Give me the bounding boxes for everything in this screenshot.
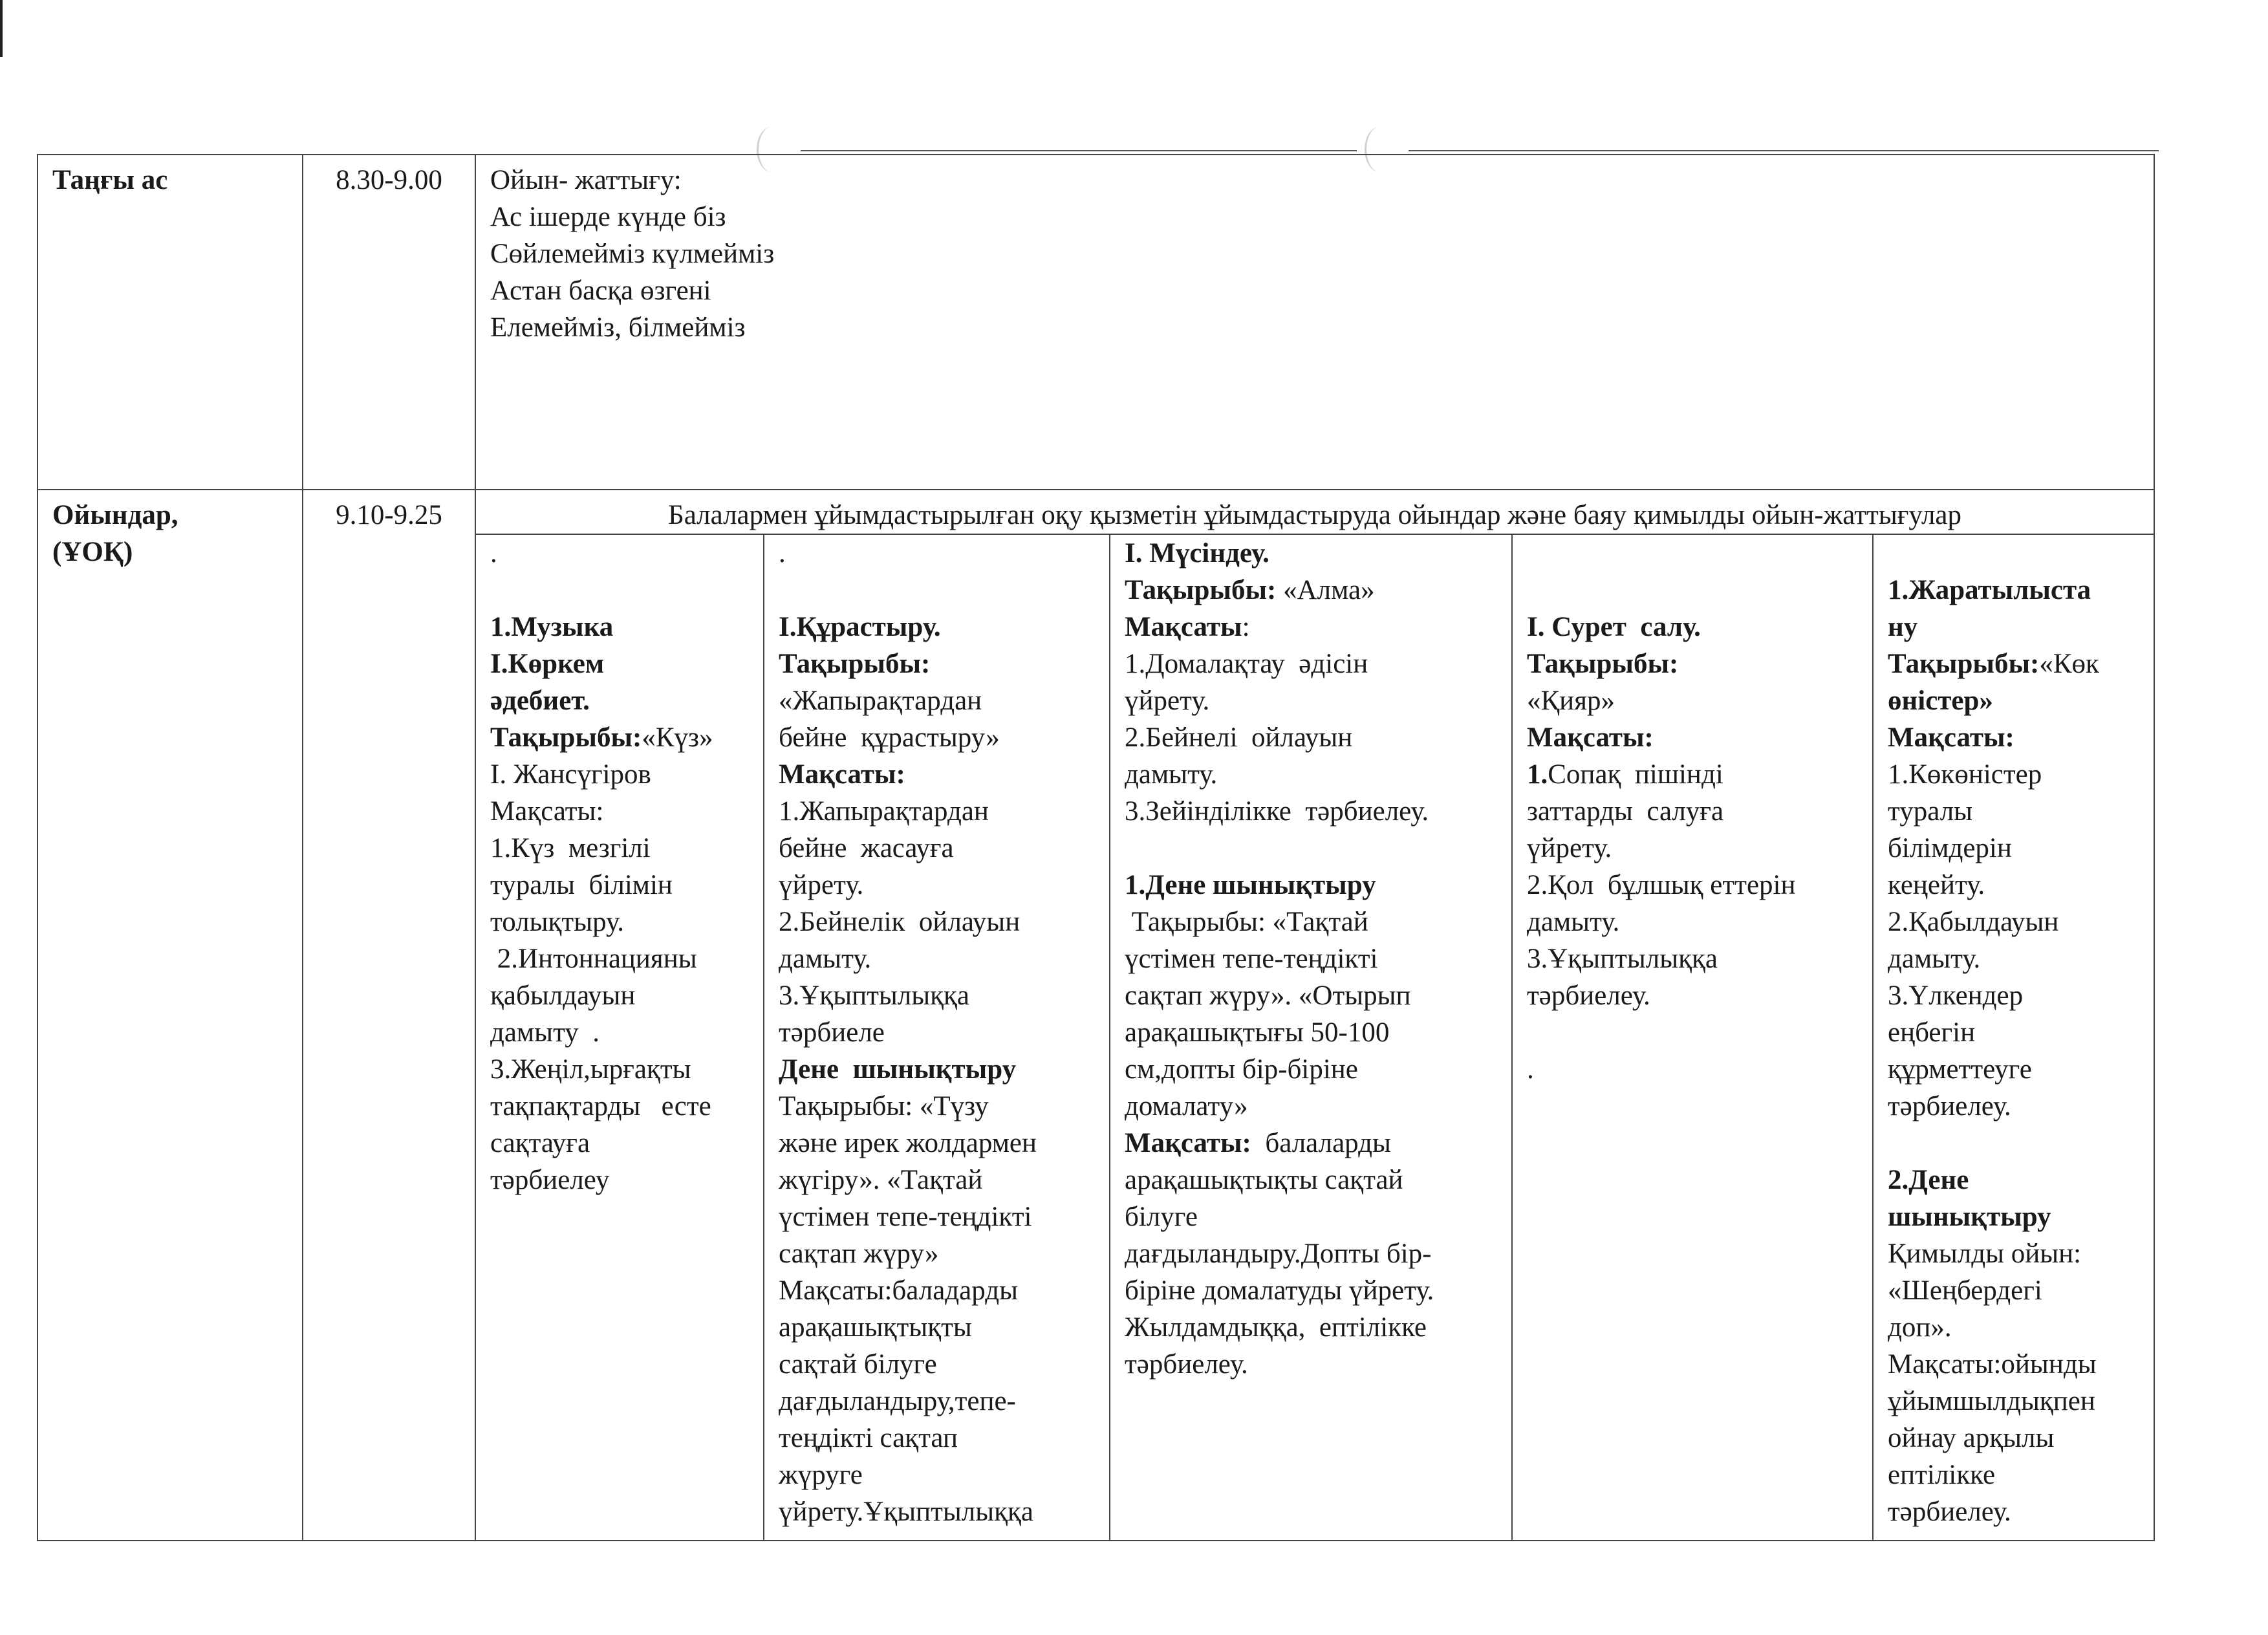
day-text-line [490,940,749,977]
scan-edge-mark [0,0,3,57]
day-text-lead: Мақсаты: [1125,1128,1251,1158]
day-text-lead: құрметтеуге [1888,1054,2032,1085]
day-text-line [490,977,749,1014]
day-text-lead: Тақырыбы: [490,722,642,753]
day-text-lead: Тақырыбы: [1888,649,2040,679]
day-text-lead: 1.Көкөністер [1888,759,2042,790]
day-text-lead: бейне жасауға [779,833,954,863]
day-text-line [779,1346,1095,1383]
day-text-line [1888,1198,2139,1235]
day-text-line [1125,1088,1497,1125]
day-text-lead: үстімен тепе-теңдікті [779,1202,1032,1232]
day-text-lead: тәрбиелеу [490,1165,610,1195]
day-text-lead: «Қияр» [1527,686,1615,716]
day-text-line [490,645,749,682]
day-text-line [1125,1309,1497,1346]
day-text-lead: 2.Бейнелі ойлауын [1125,722,1353,753]
day-text-line [490,756,749,793]
day-text-line [779,940,1095,977]
day-text-lead: І. Мүсіндеу. [1125,538,1269,568]
day-text-line [779,645,1095,682]
punch-line [1409,150,2159,151]
day-text-line [1888,904,2139,940]
day-text-lead: дамыту. [1527,907,1620,937]
day-text-lead: 3.Зейінділікке тәрбиелеу. [1125,796,1429,827]
day-text-line [779,867,1095,904]
day-text-line [1527,572,1858,609]
day-text-line [1888,1162,2139,1198]
day-text-line [490,904,749,940]
day-text-line [490,719,749,756]
day-text-lead: см,допты бір-біріне [1125,1054,1358,1085]
day-text-line [490,1088,749,1125]
day-text-lead: теңдікті сақтап [779,1423,958,1453]
day-text-line [779,1014,1095,1051]
day-text-line [779,1125,1095,1162]
day-text-lead: І. Жансүгіров [490,759,651,790]
day-text-lead: Мақсаты [1125,612,1242,642]
day-text-line [779,1493,1095,1530]
day-text-lead: Мақсаты:ойынды [1888,1349,2097,1380]
day-text-line [1125,793,1497,830]
day-text-line [1888,1420,2139,1456]
day-text-line [1125,719,1497,756]
day-text-lead: 1.Жапырақтардан [779,796,989,827]
day-text-lead: дамыту. [779,944,872,974]
day-text-line [779,1420,1095,1456]
day-text-line [1888,645,2139,682]
day-text-line [1527,682,1858,719]
day-text-lead: Қимылды ойын: [1888,1239,2082,1269]
day-text-line [1125,535,1497,572]
day-text-line [490,1125,749,1162]
day-text-lead: Мақсаты: [490,796,604,827]
day-text-lead: тақпақтарды есте [490,1091,711,1121]
day-text-line [1125,1051,1497,1088]
day-text-rest: «Алма» [1276,575,1375,605]
day-text-lead: біріне домалатуды үйрету. [1125,1275,1434,1306]
day-text-line [779,719,1095,756]
day-text-lead: І. Сурет салу. [1527,612,1701,642]
day-text-lead: үйрету.Ұқыптылыққа [779,1497,1034,1527]
day-text-lead: үйрету. [1527,833,1612,863]
day-text-lead: 1.Дене шынықтыру [1125,870,1376,900]
day-text-line [1527,830,1858,867]
day-text-line [1888,1051,2139,1088]
day-text-line [1527,904,1858,940]
day-column-mark: . [779,538,786,568]
day-text-lead: І.Құрастыру. [779,612,941,642]
breakfast-text-line: Астан басқа өзгені [490,276,711,306]
day-text-lead: білуге [1125,1202,1198,1232]
punch-line [801,150,1357,151]
day-text-lead: Тақырыбы: «Тақтай [1125,907,1368,937]
day-text-lead: І.Көркем [490,649,605,679]
day-text-line [1125,1235,1497,1272]
day-text-line [1527,977,1858,1014]
day-text-lead: дамыту. [1125,759,1218,790]
day-text-line [1125,1346,1497,1383]
day-text-lead: өністер» [1888,686,1993,716]
day-text-lead: заттарды салуға [1527,796,1724,827]
day-text-lead: дағдыландыру,тепе- [779,1386,1016,1416]
day-text-lead: ну [1888,612,1918,642]
day-text-line [779,1051,1095,1088]
day-text-line [490,682,749,719]
day-text-line [490,1051,749,1088]
day-text-rest: «Көк [2039,649,2099,679]
day-text-lead: тәрбиеле [779,1017,885,1048]
day-text-line [779,1162,1095,1198]
day-text-line [1888,977,2139,1014]
day-text-lead: 1.Домалақтау әдісін [1125,649,1368,679]
day-text-line [1125,867,1497,904]
day-text-line [779,609,1095,645]
day-text-lead: 2.Дене [1888,1165,1969,1195]
day-text-line [1527,867,1858,904]
day-text-line [1888,867,2139,904]
day-text-lead: үйрету. [1125,686,1210,716]
day-text-lead: «Жапырақтардан [779,686,982,716]
day-text-line [1527,940,1858,977]
day-text-line [1125,904,1497,940]
day-text-line [779,1272,1095,1309]
day-text-lead: 2.Бейнелік ойлауын [779,907,1021,937]
day-text-line [1888,1235,2139,1272]
day-text-line [779,756,1095,793]
day-text-lead: 3.Ұқыптылыққа [1527,944,1718,974]
day-text-rest: Сопақ пішінді [1548,759,1723,790]
day-text-lead: Мақсаты: [779,759,905,790]
day-text-line [1125,756,1497,793]
day-text-line [779,1456,1095,1493]
day-text-lead: сақтап жүру». «Отырып [1125,980,1411,1011]
time-breakfast: 8.30-9.00 [303,155,475,490]
day-text-line [1888,535,2139,572]
day-text-line [1125,1162,1497,1198]
day-text-line [779,977,1095,1014]
day-text-line [1527,535,1858,572]
day-text-lead: «Шеңбердегі [1888,1275,2042,1306]
day-text-lead: ептілікке [1888,1460,1996,1490]
day-text-lead: домалату» [1125,1091,1248,1121]
day-text-line [1527,1051,1858,1088]
day-text-lead: жүруге [779,1460,863,1490]
day-text-lead: толықтыру. [490,907,624,937]
day-text-line [779,1088,1095,1125]
day-text-line [1125,1198,1497,1235]
day-text-line [490,1014,749,1051]
breakfast-text-line: Ойын- жаттығу: [490,165,682,195]
day-text-lead: кеңейту. [1888,870,1985,900]
day-text-lead: білімдерін [1888,833,2012,863]
day-text-lead: Дене шынықтыру [779,1054,1017,1085]
day-text-lead: Тақырыбы: [1527,649,1679,679]
day-text-lead: дағдыландыру.Допты бір- [1125,1239,1432,1269]
day-text-lead: 2.Қол бұлшық еттерін [1527,870,1796,900]
day-text-lead: бейне құрастыру» [779,722,1000,753]
day-text-lead: үйрету. [779,870,864,900]
day-text-line [779,572,1095,609]
day-text-line [779,904,1095,940]
day-text-line [779,1383,1095,1420]
day-column-4 [1512,534,1873,1541]
day-text-lead: 3.Ұқыптылыққа [779,980,969,1011]
day-text-line [490,830,749,867]
day-text-line [1888,1014,2139,1051]
day-text-line [1125,830,1497,867]
breakfast-text-line: Елемейміз, білмейміз [490,312,746,343]
row-label-games-line-1: Ойындар, [52,500,178,530]
day-text-line [1125,609,1497,645]
day-text-line [1888,1309,2139,1346]
day-text-lead: арақашықтықты сақтай [1125,1165,1403,1195]
schedule-table [37,154,2155,1541]
day-text-line [1888,756,2139,793]
day-text-lead: тәрбиелеу. [1527,980,1650,1011]
day-text-line [1125,572,1497,609]
day-text-lead: арақашықтықты [779,1312,972,1343]
day-text-lead: Тақырыбы: [1125,575,1277,605]
day-text-line [1888,1383,2139,1420]
row-label-games [38,490,303,1541]
day-text-lead: сақтауға [490,1128,590,1158]
day-text-lead: Мақсаты: [1888,722,2014,753]
day-text-lead: тәрбиелеу. [1888,1091,2011,1121]
day-text-lead: туралы [1888,796,1973,827]
day-text-lead: дамыту. [1888,944,1981,974]
day-text-line [1125,977,1497,1014]
day-text-rest: : [1242,612,1250,642]
day-text-line [779,830,1095,867]
breakfast-activity-cell [475,155,2154,490]
day-text-line [1527,645,1858,682]
day-text-line [490,609,749,645]
day-text-lead: ойнау арқылы [1888,1423,2055,1453]
day-text-lead: дамыту . [490,1017,600,1048]
breakfast-text-line: Сөйлемейміз күлмейміз [490,239,775,269]
day-text-line [1888,719,2139,756]
day-text-lead: тәрбиелеу. [1888,1497,2011,1527]
day-text-line [1888,1272,2139,1309]
day-text-line [1888,1346,2139,1383]
day-text-line [779,682,1095,719]
day-text-lead: Жылдамдыққа, ептілікке [1125,1312,1427,1343]
day-text-lead: 3.Үлкендер [1888,980,2024,1011]
day-text-line [1888,793,2139,830]
day-text-line [1888,1493,2139,1530]
day-text-line [1125,1014,1497,1051]
day-text-line [1888,609,2139,645]
games-header-cell: Балалармен ұйымдастырылған оқу қызметін ұйымдастыруда ойындар және баяу қимылды ойын-жаттығулар [475,490,2154,534]
day-text-lead: Тақырыбы: «Түзу [779,1091,989,1121]
day-text-line [779,1198,1095,1235]
day-text-lead: арақашықтығы 50-100 [1125,1017,1390,1048]
day-text-lead: тәрбиелеу. [1125,1349,1248,1380]
day-text-lead: Мақсаты: [1527,722,1654,753]
day-text-lead: ұйымшылдықпен [1888,1386,2095,1416]
table-row-breakfast [38,155,2154,490]
day-text-lead: сақтай білуге [779,1349,937,1380]
day-text-line [1125,1272,1497,1309]
day-text-line [1888,940,2139,977]
day-text-line [1888,1088,2139,1125]
day-text-line [1125,682,1497,719]
day-text-lead: Мақсаты:баладарды [779,1275,1018,1306]
day-text-line [1888,572,2139,609]
row-label-games-line-2: (ҰОҚ) [52,537,133,567]
day-text-line [1527,756,1858,793]
table-row-games [38,490,2154,534]
day-text-lead: шынықтыру [1888,1202,2051,1232]
breakfast-text-line: Ас ішерде күнде біз [490,202,726,232]
day-column-1 [475,534,764,1541]
day-text-line [1888,1456,2139,1493]
day-text-lead: 1.Музыка [490,612,614,642]
day-text-lead: 1. [1527,759,1548,790]
day-text-line [490,793,749,830]
day-text-line [490,572,749,609]
day-text-lead: 1.Күз мезгілі [490,833,651,863]
time-games: 9.10-9.25 [303,490,475,1541]
day-text-line [1527,793,1858,830]
day-text-line [1527,719,1858,756]
day-text-lead: жүгіру». «Тақтай [779,1165,983,1195]
day-text-lead: 3.Жеңіл,ырғақты [490,1054,691,1085]
day-text-lead: доп». [1888,1312,1952,1343]
day-text-line [490,867,749,904]
day-text-lead: 2.Қабылдауын [1888,907,2059,937]
day-text-lead: 1.Жаратылыста [1888,575,2091,605]
day-text-lead: қабылдауын [490,980,636,1011]
day-column-5 [1873,534,2154,1541]
day-text-lead: 2.Интоннацияны [490,944,697,974]
day-text-line [1888,830,2139,867]
day-text-lead: еңбегін [1888,1017,1976,1048]
day-text-rest: балаларды [1251,1128,1391,1158]
day-text-lead: және ирек жолдармен [779,1128,1037,1158]
day-column-3 [1110,534,1512,1541]
row-label-breakfast: Таңғы ас [38,155,303,490]
day-text-lead: үстімен тепе-теңдікті [1125,944,1378,974]
day-text-line [1888,682,2139,719]
day-text-lead: туралы білімін [490,870,673,900]
day-text-line [1125,645,1497,682]
day-column-mark: . [490,538,497,568]
day-text-lead: Тақырыбы: [779,649,931,679]
day-text-line [779,793,1095,830]
day-text-line [1888,1125,2139,1162]
day-text-line [1527,609,1858,645]
day-text-line [1527,1014,1858,1051]
day-text-lead: сақтап жүру» [779,1239,939,1269]
day-text-line [1125,1125,1497,1162]
day-column-2 [764,534,1110,1541]
day-text-line [779,1309,1095,1346]
day-text-line [490,1162,749,1198]
day-text-line [1125,940,1497,977]
day-text-line [779,1235,1095,1272]
day-text-lead: . [1527,1054,1534,1085]
day-text-rest: «Күз» [642,722,713,753]
day-text-lead: әдебиет. [490,686,590,716]
